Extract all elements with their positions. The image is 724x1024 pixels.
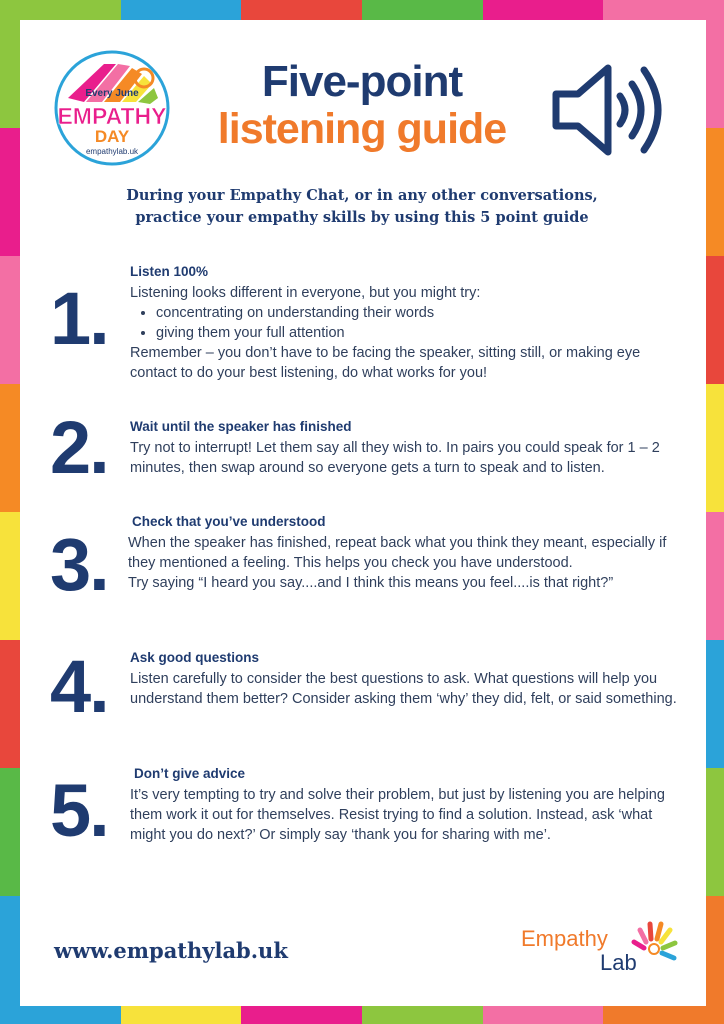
- point-text: [130, 262, 690, 383]
- frame-segment: [0, 0, 20, 128]
- rainbow-burst-icon: [630, 918, 678, 966]
- frame-segment: [706, 640, 724, 768]
- logo-text-lab: Lab: [600, 950, 637, 975]
- point-title: Don’t give advice: [134, 766, 246, 781]
- bullet-item: • concentrating on understanding their words: [156, 303, 690, 323]
- badge-url: empathylab.uk: [85, 147, 139, 156]
- frame-segment: [121, 0, 242, 20]
- point-text: [128, 512, 688, 593]
- frame-top: [0, 0, 724, 20]
- empathylab-logo: [518, 918, 678, 978]
- frame-segment: [0, 384, 20, 512]
- empathy-day-badge-logo: [54, 50, 170, 166]
- point-body: When the speaker has finished, repeat back what you think they meant, especially if they mentioned a feeling. This helps you check you have understood.: [128, 535, 667, 571]
- point-body: It’s very tempting to try and solve their problem, but just by listening you are helping them work it out for themselves. Resist trying to find a solution. Instead, ask ‘what might you do next?’ Or simply say ‘thank you for sharing with me’.: [130, 787, 665, 843]
- frame-segment: [0, 256, 20, 384]
- frame-segment: [706, 128, 724, 256]
- intro-line-2: practice your empathy skills by using this 5 point guide: [135, 209, 589, 226]
- frame-segment: [241, 0, 362, 20]
- point-body: Listen carefully to consider the best questions to ask. What questions will help you understand them better? Consider asking them ‘why’ they did, felt, or said something.: [130, 671, 677, 707]
- frame-segment: [706, 896, 724, 1024]
- point-title: Check that you’ve understood: [132, 514, 326, 529]
- point-number: 5.: [50, 769, 108, 852]
- speaker-icon: [552, 60, 667, 160]
- point-text: [130, 648, 690, 709]
- frame-segment: [483, 0, 604, 20]
- frame-segment: [0, 896, 20, 1024]
- frame-segment: [0, 128, 20, 256]
- frame-segment: [706, 768, 724, 896]
- point-title: Listen 100%: [130, 264, 209, 279]
- frame-segment: [362, 0, 483, 20]
- intro-text: [60, 185, 664, 229]
- frame-segment: [706, 384, 724, 512]
- point-text: [130, 764, 690, 845]
- frame-segment: [706, 0, 724, 128]
- frame-right: [706, 0, 724, 1024]
- point-body: Try saying “I heard you say....and I think this means you feel....is that right?”: [128, 575, 614, 591]
- point-number: 3.: [50, 523, 108, 606]
- frame-segment: [362, 1006, 483, 1024]
- bullet-item: • giving them your full attention: [156, 323, 690, 343]
- point-number: 4.: [50, 645, 108, 728]
- page-title: Five-point: [261, 57, 463, 106]
- badge-main-text: EMPATHY: [57, 103, 167, 129]
- intro-line-1: During your Empathy Chat, or in any other conversations,: [126, 187, 598, 204]
- point-body: Try not to interrupt! Let them say all they wish to. In pairs you could speak for 1 – 2 minutes, then swap around so everyone gets a turn to speak and to listen.: [130, 440, 660, 476]
- frame-segment: [0, 768, 20, 896]
- logo-text-empathy: Empathy: [521, 926, 608, 951]
- point-number: 2.: [50, 406, 108, 489]
- frame-segment: [706, 512, 724, 640]
- frame-segment: [0, 640, 20, 768]
- point-body: Listening looks different in everyone, but you might try:: [130, 285, 481, 301]
- frame-segment: [121, 1006, 242, 1024]
- frame-left: [0, 0, 20, 1024]
- frame-bottom: [0, 1006, 724, 1024]
- point-bullet-list: [130, 303, 690, 343]
- point-body: Remember – you don’t have to be facing the speaker, sitting still, or making eye contact to do your best listening, do what works for you!: [130, 345, 641, 381]
- point-title: Ask good questions: [130, 650, 260, 665]
- website-link[interactable]: www.empathylab.uk: [54, 938, 288, 963]
- page-subtitle: listening guide: [217, 105, 507, 153]
- frame-segment: [706, 256, 724, 384]
- point-number: 1.: [50, 277, 108, 360]
- badge-top-text: Every June: [85, 88, 139, 99]
- point-text: [130, 417, 690, 478]
- badge-sub-text: DAY: [94, 127, 130, 146]
- frame-segment: [0, 512, 20, 640]
- point-title: Wait until the speaker has finished: [130, 419, 352, 434]
- frame-segment: [483, 1006, 604, 1024]
- frame-segment: [241, 1006, 362, 1024]
